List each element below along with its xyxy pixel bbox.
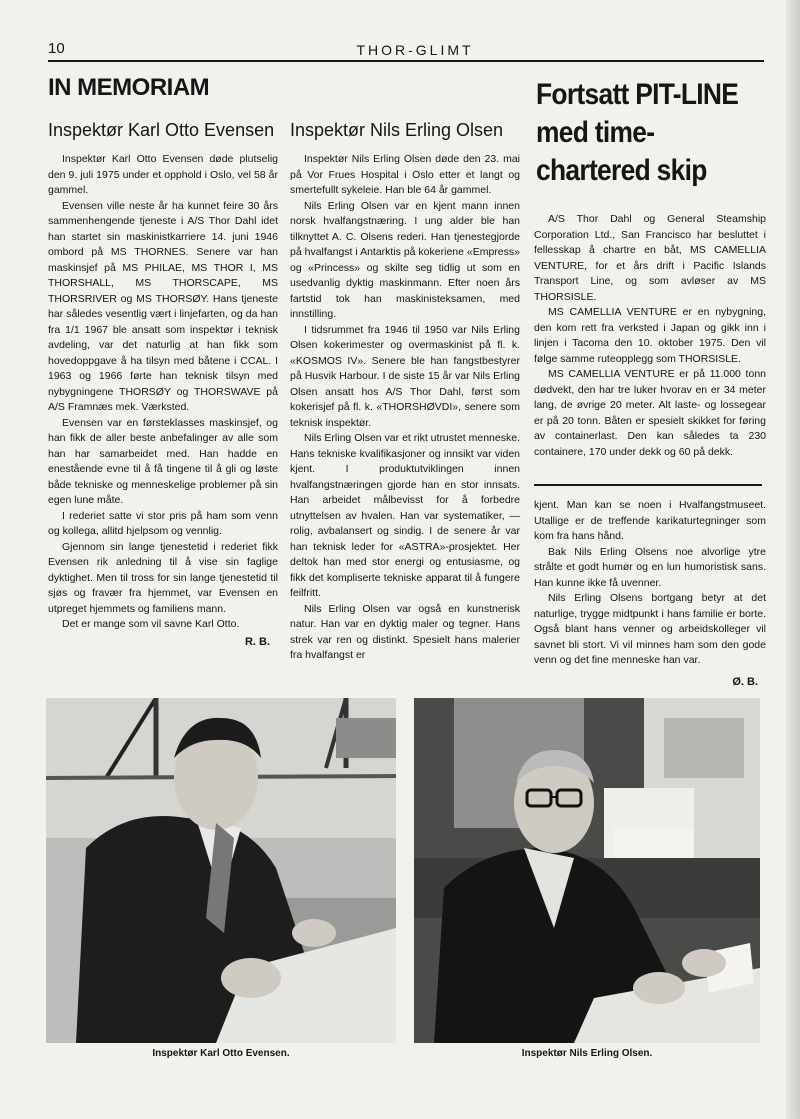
photo-nils-erling-olsen [414,698,760,1043]
pitline-paragraph: MS CAMELLIA VENTURE er en nybygning, den kom rett fra verksted i Japan og gikk inn i linjen i Tacoma den 10. oktober 1975. Den vil følge samme ruteopplegg som THORSISLE. [534,306,766,365]
article1-paragraph: Inspektør Karl Otto Evensen døde plutselig den 9. juli 1975 under et opphold i Oslo, vel 58 år gammel. [48,153,278,196]
pitline-paragraph: A/S Thor Dahl og General Steamship Corporation Ltd., San Francisco har besluttet i fellesskap å chartre en båt, MS CAMELLIA VENTURE, for et års drift i Pacific Islands Transport Line, og som avløser av MS THORSISLE. [534,213,766,303]
article1-title: Inspektør Karl Otto Evensen [48,120,275,140]
pitline-heading-line: med time- [536,116,655,149]
article2-signature: Ø. B. [732,675,758,688]
pitline-heading-line: chartered skip [536,154,707,187]
article2-continuation [534,498,766,690]
header-rule [48,60,764,62]
article2-paragraph: Inspektør Nils Erling Olsen døde den 23. mai på Vor Frues Hospital i Oslo etter et langt og smertefullt sykeleie. Han ble 64 år gammel. [290,153,520,196]
article2-paragraph: Nils Erling Olsen var et rikt utrustet menneske. Hans tekniske kvalifikasjoner og innsikt var viden kjent. I produktutviklingen innen hvalfangstnæringen gjorde han en stor innsats. Han arbeidet målbevisst for å forbedre utnyttelsen av hvalen. Han var systematiker, — rolig, avbalansert og sindig. I de senere år var han teknisk leder for «ASTRA»-prosjektet. Her deltok han med stor energi og entusiasme, og fikk det kompliserte tekniske apparat til å fungere feilfritt. [290,432,520,599]
article2-paragraph: Nils Erling Olsen var også en kunstnerisk natur. Han var en dyktig maler og tegner. Hans strek var ren og distinkt. Spesielt hans malerier fra hvalfangst er [290,602,520,661]
photo-caption-1: Inspektør Karl Otto Evensen. [152,1048,290,1059]
pitline-paragraph: MS CAMELLIA VENTURE er på 11.000 tonn dødvekt, den har tre luker hvorav en er 34 meter lang, de øvrige 20 meter. Alt laste- og lossegear er på 20 tonn. Båten er spesielt skikket for føring av containerlast. Den kan således ta 230 containere, 170 under dekk og 60 på dekk. [534,368,766,458]
article1-body [48,152,278,650]
pitline-heading [536,76,738,190]
portrait-photo [46,698,396,1043]
portrait-photo [414,698,760,1043]
article1-paragraph: Det er mange som vil savne Karl Otto. [62,618,240,630]
article2-body [290,152,520,664]
pitline-heading-line: Fortsatt PIT-LINE [536,78,739,111]
memoriam-heading: IN MEMORIAM [48,74,210,101]
article1-paragraph: Evensen var en førsteklasses maskinsjef, og han fikk de aller beste anbefalinger av alle som han har samarbeidet med. Han hadde en enestående evne til å få tingene til å gli og løste både tekniske og menneskelige problemer på sin egen lune måte. [48,416,278,506]
article1-paragraph: Evensen ville neste år ha kunnet feire 30 års sammenhengende tjeneste i A/S Thor Dahl idet han startet sin maskinistkarriere 14. juni 1946 ombord på MS THORNES. Senere var han maskinsjef på MS PHILAE, MS THOR I, MS THORSHALL, MS THORSCAPE, MS THORSRIVER og MS THORSØY. Hans tjeneste har således vesentlig vært i linjefarten, og da han fra 1/1 1967 ble ansatt som inspektør i teknisk avdeling, var det naturlig at han fikk som hovedoppgave å ha tilsyn med båtene i CCAL. I 1963 og 1966 førte han teknisk tilsyn med nybygningene THORSØY og THORSWAVE på A/S Framnæs mek. Værksted. [48,199,278,413]
article1-paragraph: I rederiet satte vi stor pris på ham som venn og kollega, allitd hjelpsom og vennlig. [48,509,278,537]
photo-caption-2: Inspektør Nils Erling Olsen. [521,1048,653,1059]
page-edge [786,0,800,1119]
article2-paragraph: I tidsrummet fra 1946 til 1950 var Nils Erling Olsen kokerimester og overmaskinist på fl. k. «KOSMOS IV». Senere ble han fangstbestyrer på Husvik Harbour. I de siste 15 år var Nils Erling Olsen ansatt hos A/S Thor Dahl, først som kokerisjef på fl. k. «THORSHØVDI», senere som teknisk inspektør. [290,323,520,429]
pitline-body [534,212,766,460]
article1-signature: R. B. [244,635,270,648]
article1-paragraph: Gjennom sin lange tjenestetid i rederiet fikk Evensen rik anledning til å vise sin faglige dyktighet. Men til tross for sin lange tjenestetid til sjøs og fravær fra hjemmet, var Evensen en utpreget hjemmets og familiens mann. [48,540,278,615]
article2-continuation-paragraph: kjent. Man kan se noen i Hvalfangstmuseet. Utallige er de treffende karikaturtegninger som kom fra hans hånd. [534,499,766,542]
article2-continuation-paragraph: Nils Erling Olsens bortgang betyr at det naturlige, trygge midtpunkt i hans familie er borte. Også blant hans venner og arbeidskolleger vil savnet bli stort. Vi vil minnes ham som den gode venn og det fine menneske han var. [534,592,766,666]
article2-paragraph: Nils Erling Olsen var en kjent mann innen norsk hvalfangstnæring. I ung alder ble han tilknyttet A. C. Olsens rederi. Han tjenestegjorde på hvalfangst i Antarktis på kokeriene «Empress» og «Princess» og skilte seg tidlig ut som en usedvanlig dyktig maskinmann. Efter noen års fartstid tok han maskinisteksamen, med innstilling. [290,199,520,320]
section-rule [534,484,762,486]
article2-title: Inspektør Nils Erling Olsen [290,120,504,140]
article2-continuation-paragraph: Bak Nils Erling Olsens noe alvorlige ytre strålte et godt humør og en lun humoristisk sans. Han kunne ikke få uvenner. [534,545,766,589]
page-number: 10 [48,40,65,57]
running-head: THOR-GLIMT [356,42,474,58]
photo-karl-otto-evensen [46,698,396,1043]
